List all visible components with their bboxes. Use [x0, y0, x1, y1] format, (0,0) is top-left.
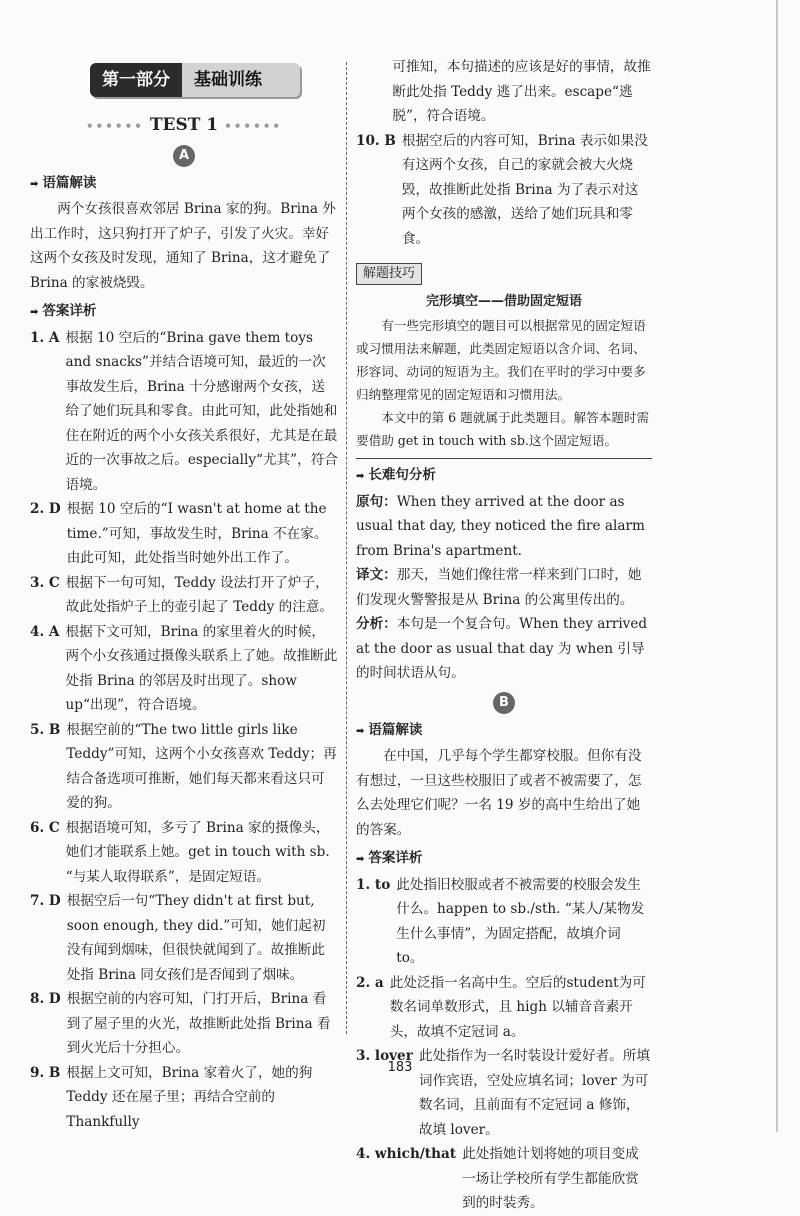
- section-a-badge: A: [173, 145, 195, 167]
- arrow-icon: ➡: [30, 178, 39, 190]
- tips-title: 完形填空——借助固定短语: [425, 293, 582, 309]
- column-divider: [346, 62, 347, 1034]
- arrow-icon: ➡: [356, 471, 365, 482]
- answer-item: 3. C 根据下一句可知，Teddy 设法打开了炉子，故此处指炉子上的壶引起了 Teddy 的注意。: [30, 574, 334, 615]
- test-title-row: [30, 113, 338, 139]
- part-banner: [90, 63, 300, 97]
- answer-item: 5. B 根据空前的“The two little girls like Teddy”可知，这两个小女孩喜欢 Teddy；再结合备选项可推断，她们每天都来看这只可爱的狗。: [30, 721, 337, 811]
- page-edge-line: [776, 0, 778, 1132]
- answer-item: 9. B 根据上文可知，Brina 家着火了，她的狗 Teddy 还在屋子里；再结合空前的 Thankfully: [30, 1064, 313, 1130]
- banner-name: 基础训练: [182, 63, 300, 97]
- section-b-badge: B: [493, 692, 515, 714]
- answer-item: 10. B 根据空后的内容可知，Brina 表示如果没有这两个女孩，自己的家就会被大火烧毁，故推断此处指 Brina 为了表示对这两个女孩的感激，送给了她们玩具和零食。: [356, 132, 648, 247]
- answer-item: 1. to 此处指旧校服或者不被需要的校服会发生什么。happen to sb./sth. “某人/某物发生什么事情”，为固定搭配，故填介词 to。: [356, 876, 645, 966]
- answers-heading-a: ➡ 答案详析: [30, 303, 97, 319]
- long-sentence-heading: ➡ 长难句分析: [356, 467, 436, 483]
- answers-heading-b: ➡ 答案详析: [356, 850, 423, 866]
- arrow-icon: ➡: [356, 854, 365, 865]
- tips-paragraph: 有一些完形填空的题目可以根据常见的固定短语或习惯用法来解题，此类固定短语以含介词、名词、形容词、动词的短语为主。我们在平时的学习中要多归纳整理常见的固定短语和习惯用法。: [356, 318, 646, 402]
- answer-item: 2. D 根据 10 空后的“I wasn't at home at the time.”可知，事故发生时，Brina 不在家。由此可知，此处指当时她外出工作了。: [30, 501, 328, 566]
- answer-item: 2. a 此处泛指一名高中生。空后的student为可数名词单数形式，且 high 以辅音音素开头，故填不定冠词 a。: [356, 974, 646, 1040]
- tips-box: [356, 261, 652, 459]
- page-number: 183: [387, 1060, 413, 1075]
- passage-summary-b: 在中国，几乎每个学生都穿校服。但你有没有想过，一旦这些校服旧了或者不被需要了，怎么去处理它们呢？一名 19 岁的高中生给出了她的答案。: [356, 748, 642, 838]
- original-sentence: 原句：When they arrived at the door as usual that day, they noticed the fire alarm from Brina's apartment.: [356, 493, 645, 559]
- translation: 译文：那天，当她们像往常一样来到门口时，她们发现火警警报是从 Brina 的公寓里传出的。: [356, 567, 642, 608]
- arrow-icon: ➡: [356, 725, 365, 737]
- test-title: TEST 1: [149, 115, 219, 135]
- dots-left: ••••••: [85, 119, 144, 133]
- analysis: 分析：本句是一个复合句。When they arrived at the door as usual that day 为 when 引导的时间状语从句。: [356, 616, 648, 681]
- answer-item: 4. which/that 此处指她计划将她的项目变成一场让学校所有学生都能欣赏到的时装秀。: [356, 1146, 639, 1211]
- answer-item: 8. D 根据空前的内容可知，门打开后，Brina 看到了屋子里的火光，故推断此处指 Brina 看到火光后十分担心。: [30, 991, 331, 1056]
- passage-summary-a: 两个女孩很喜欢邻居 Brina 家的狗。Brina 外出工作时，这只狗打开了炉子，引发了火灾。幸好这两个女孩及时发现，通知了 Brina，这才避免了 Brina 的家被烧毁。: [30, 201, 336, 291]
- passage-heading-a: ➡ 语篇解读: [30, 174, 97, 191]
- dots-right: ••••••: [224, 119, 283, 133]
- arrow-icon: ➡: [30, 307, 39, 318]
- answer-item: 6. C 根据语境可知，多亏了 Brina 家的摄像头，她们才能联系上她。get in touch with sb. “与某人取得联系”，是固定短语。: [30, 819, 330, 885]
- tips-label: 解题技巧: [356, 263, 422, 285]
- answer-item: 7. D 根据空后一句“They didn't at first but, soon enough, they did.”可知，她们起初没有闻到烟味，但很快就闻到了。故推断此处指 Brina 同女孩们是否闻到了烟味。: [30, 893, 326, 983]
- answer-item: 3. lover 此处指作为一名时装设计爱好者。所填词作宾语，空处应填名词；lover 为可数名词，且前面有不定冠词 a 修饰，故填 lover。: [356, 1048, 650, 1138]
- banner-part: 第一部分: [90, 63, 182, 97]
- right-column: [356, 55, 652, 1216]
- answer-item: 4. A 根据下文可知，Brina 的家里着火的时候，两个小女孩通过摄像头联系上了她。故推断此处指 Brina 的邻居及时出现了。show up“出现”，符合语境。: [30, 623, 338, 713]
- tips-paragraph: 本文中的第 6 题就属于此类题目。解答本题时需要借助 get in touch with sb.这个固定短语。: [356, 410, 650, 448]
- left-column: [30, 55, 338, 1134]
- answer-item-continued: 可推知，本句描述的应该是好的事情，故推断此处指 Teddy 逃了出来。escape“逃脱”，符合语境。: [392, 59, 651, 124]
- passage-heading-b: ➡ 语篇解读: [356, 721, 423, 738]
- answer-item: 1. A 根据 10 空后的“Brina gave them toys and snacks”并结合语境可知，最近的一次事故发生后，Brina 十分感谢两个女孩，送给了她们玩具和零食。由此可知，此处指她和住在附近的两个小女孩关系很好，尤其是在最近的一次事故之后。especially“尤其”，符合语境。: [30, 329, 338, 493]
